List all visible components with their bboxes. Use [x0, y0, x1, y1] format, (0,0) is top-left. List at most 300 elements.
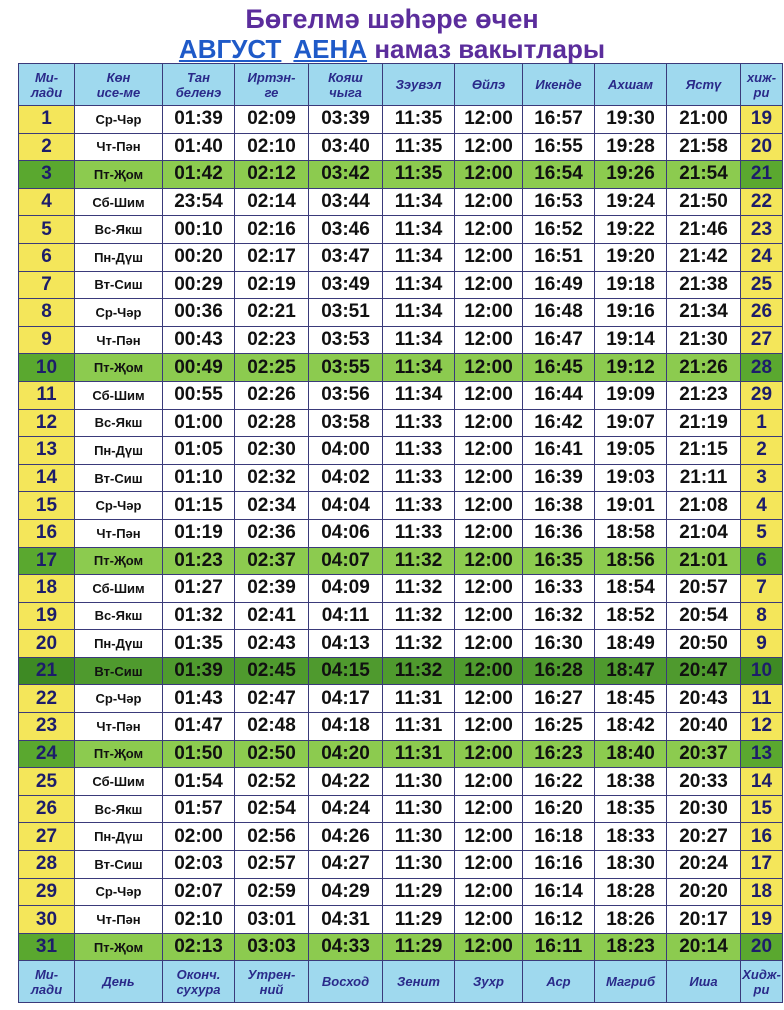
- col-irtenge-header: Иртэн- ге: [235, 64, 309, 106]
- weekday-cell: Вт-Сиш: [75, 271, 163, 299]
- time-cell: 18:49: [595, 630, 667, 658]
- time-cell: 03:40: [309, 133, 383, 161]
- time-cell: 11:31: [383, 713, 455, 741]
- table-footer: [19, 961, 783, 1003]
- time-cell: 12:00: [455, 519, 523, 547]
- time-cell: 02:39: [235, 575, 309, 603]
- gregorian-date-cell: 15: [19, 492, 75, 520]
- time-cell: 19:14: [595, 326, 667, 354]
- time-cell: 03:55: [309, 354, 383, 382]
- col-akhsham-header: Ахшам: [595, 64, 667, 106]
- hijri-date-cell: 18: [741, 878, 783, 906]
- col-voskhod-header: Восход: [309, 961, 383, 1003]
- time-cell: 00:55: [163, 381, 235, 409]
- hijri-date-cell: 3: [741, 464, 783, 492]
- time-cell: 18:47: [595, 657, 667, 685]
- time-cell: 12:00: [455, 464, 523, 492]
- time-cell: 12:00: [455, 106, 523, 134]
- table-row: [19, 906, 783, 934]
- time-cell: 16:20: [523, 795, 595, 823]
- table-row: [19, 326, 783, 354]
- gregorian-date-cell: 28: [19, 851, 75, 879]
- time-cell: 00:29: [163, 271, 235, 299]
- time-cell: 02:16: [235, 216, 309, 244]
- time-cell: 00:49: [163, 354, 235, 382]
- time-cell: 04:15: [309, 657, 383, 685]
- time-cell: 04:00: [309, 437, 383, 465]
- time-cell: 11:35: [383, 133, 455, 161]
- time-cell: 19:16: [595, 299, 667, 327]
- col-hijri-header: хиж- ри: [741, 64, 783, 106]
- time-cell: 02:07: [163, 878, 235, 906]
- time-cell: 02:34: [235, 492, 309, 520]
- table-row: [19, 492, 783, 520]
- weekday-cell: Пт-Җом: [75, 547, 163, 575]
- time-cell: 12:00: [455, 161, 523, 189]
- time-cell: 18:40: [595, 740, 667, 768]
- time-cell: 19:01: [595, 492, 667, 520]
- hijri-date-cell: 11: [741, 685, 783, 713]
- hijri-date-cell: 17: [741, 851, 783, 879]
- table-row: [19, 823, 783, 851]
- time-cell: 23:54: [163, 188, 235, 216]
- hijri-date-cell: 16: [741, 823, 783, 851]
- hijri-date-cell: 23: [741, 216, 783, 244]
- time-cell: 16:18: [523, 823, 595, 851]
- table-row: [19, 740, 783, 768]
- gregorian-date-cell: 9: [19, 326, 75, 354]
- time-cell: 03:01: [235, 906, 309, 934]
- time-cell: 20:37: [667, 740, 741, 768]
- table-row: [19, 713, 783, 741]
- time-cell: 11:33: [383, 437, 455, 465]
- hijri-date-cell: 27: [741, 326, 783, 354]
- col-tan-header: Тан беленэ: [163, 64, 235, 106]
- weekday-cell: Ср-Чәр: [75, 878, 163, 906]
- time-cell: 12:00: [455, 188, 523, 216]
- time-cell: 16:32: [523, 602, 595, 630]
- time-cell: 16:47: [523, 326, 595, 354]
- time-cell: 16:30: [523, 630, 595, 658]
- time-cell: 00:43: [163, 326, 235, 354]
- gregorian-date-cell: 8: [19, 299, 75, 327]
- time-cell: 12:00: [455, 657, 523, 685]
- gregorian-date-cell: 16: [19, 519, 75, 547]
- time-cell: 16:49: [523, 271, 595, 299]
- time-cell: 18:33: [595, 823, 667, 851]
- time-cell: 11:29: [383, 906, 455, 934]
- time-cell: 18:54: [595, 575, 667, 603]
- time-cell: 12:00: [455, 768, 523, 796]
- gregorian-date-cell: 5: [19, 216, 75, 244]
- time-cell: 16:28: [523, 657, 595, 685]
- time-cell: 01:15: [163, 492, 235, 520]
- hijri-date-cell: 24: [741, 243, 783, 271]
- time-cell: 16:52: [523, 216, 595, 244]
- time-cell: 02:28: [235, 409, 309, 437]
- time-cell: 19:12: [595, 354, 667, 382]
- hijri-date-cell: 8: [741, 602, 783, 630]
- time-cell: 16:57: [523, 106, 595, 134]
- subtitle-rest: намаз вакытлары: [374, 34, 606, 64]
- table-row: [19, 685, 783, 713]
- time-cell: 19:18: [595, 271, 667, 299]
- time-cell: 16:44: [523, 381, 595, 409]
- title-block: [0, 0, 784, 63]
- time-cell: 18:56: [595, 547, 667, 575]
- time-cell: 21:46: [667, 216, 741, 244]
- time-cell: 18:35: [595, 795, 667, 823]
- hijri-date-cell: 19: [741, 906, 783, 934]
- time-cell: 21:58: [667, 133, 741, 161]
- gregorian-date-cell: 29: [19, 878, 75, 906]
- table-row: [19, 188, 783, 216]
- time-cell: 19:07: [595, 409, 667, 437]
- time-cell: 12:00: [455, 354, 523, 382]
- time-cell: 12:00: [455, 933, 523, 961]
- time-cell: 18:42: [595, 713, 667, 741]
- time-cell: 11:32: [383, 602, 455, 630]
- weekday-cell: Вт-Сиш: [75, 851, 163, 879]
- time-cell: 02:14: [235, 188, 309, 216]
- time-cell: 02:52: [235, 768, 309, 796]
- time-cell: 18:23: [595, 933, 667, 961]
- time-cell: 11:34: [383, 243, 455, 271]
- time-cell: 03:47: [309, 243, 383, 271]
- time-cell: 11:34: [383, 354, 455, 382]
- time-cell: 12:00: [455, 906, 523, 934]
- time-cell: 20:24: [667, 851, 741, 879]
- gregorian-date-cell: 14: [19, 464, 75, 492]
- gregorian-date-cell: 13: [19, 437, 75, 465]
- time-cell: 02:32: [235, 464, 309, 492]
- col-den-header: День: [75, 961, 163, 1003]
- time-cell: 02:09: [235, 106, 309, 134]
- hijri-date-cell: 22: [741, 188, 783, 216]
- time-cell: 04:22: [309, 768, 383, 796]
- table-header: [19, 64, 783, 106]
- time-cell: 01:39: [163, 657, 235, 685]
- time-cell: 19:22: [595, 216, 667, 244]
- time-cell: 02:56: [235, 823, 309, 851]
- time-cell: 02:47: [235, 685, 309, 713]
- weekday-cell: Чт-Пән: [75, 326, 163, 354]
- gregorian-date-cell: 10: [19, 354, 75, 382]
- time-cell: 01:23: [163, 547, 235, 575]
- time-cell: 11:32: [383, 547, 455, 575]
- time-cell: 21:23: [667, 381, 741, 409]
- time-cell: 16:22: [523, 768, 595, 796]
- time-cell: 04:18: [309, 713, 383, 741]
- time-cell: 04:11: [309, 602, 383, 630]
- hijri-date-cell: 12: [741, 713, 783, 741]
- page-subtitle: [0, 34, 784, 64]
- hijri-date-cell: 5: [741, 519, 783, 547]
- time-cell: 02:43: [235, 630, 309, 658]
- time-cell: 02:03: [163, 851, 235, 879]
- time-cell: 01:43: [163, 685, 235, 713]
- gregorian-date-cell: 6: [19, 243, 75, 271]
- time-cell: 18:38: [595, 768, 667, 796]
- time-cell: 04:06: [309, 519, 383, 547]
- weekday-cell: Чт-Пән: [75, 906, 163, 934]
- table-row: [19, 630, 783, 658]
- gregorian-date-cell: 20: [19, 630, 75, 658]
- time-cell: 03:53: [309, 326, 383, 354]
- time-cell: 12:00: [455, 216, 523, 244]
- weekday-cell: Пн-Дүш: [75, 243, 163, 271]
- time-cell: 12:00: [455, 795, 523, 823]
- month-label: АВГУСТ: [178, 34, 282, 64]
- time-cell: 16:33: [523, 575, 595, 603]
- time-cell: 11:34: [383, 299, 455, 327]
- time-cell: 12:00: [455, 575, 523, 603]
- hijri-date-cell: 6: [741, 547, 783, 575]
- hijri-date-cell: 2: [741, 437, 783, 465]
- time-cell: 03:49: [309, 271, 383, 299]
- weekday-cell: Сб-Шим: [75, 575, 163, 603]
- time-cell: 01:32: [163, 602, 235, 630]
- table-row: [19, 768, 783, 796]
- table-row: [19, 271, 783, 299]
- time-cell: 20:33: [667, 768, 741, 796]
- time-cell: 11:30: [383, 768, 455, 796]
- time-cell: 02:12: [235, 161, 309, 189]
- time-cell: 16:36: [523, 519, 595, 547]
- time-cell: 21:11: [667, 464, 741, 492]
- gregorian-date-cell: 30: [19, 906, 75, 934]
- time-cell: 04:17: [309, 685, 383, 713]
- hijri-date-cell: 7: [741, 575, 783, 603]
- time-cell: 01:57: [163, 795, 235, 823]
- col-magrib-header: Магриб: [595, 961, 667, 1003]
- weekday-cell: Сб-Шим: [75, 768, 163, 796]
- hijri-date-cell: 20: [741, 933, 783, 961]
- weekday-cell: Ср-Чәр: [75, 106, 163, 134]
- hijri-date-cell: 19: [741, 106, 783, 134]
- time-cell: 03:46: [309, 216, 383, 244]
- time-cell: 12:00: [455, 602, 523, 630]
- time-cell: 04:31: [309, 906, 383, 934]
- weekday-cell: Ср-Чәр: [75, 299, 163, 327]
- time-cell: 16:42: [523, 409, 595, 437]
- time-cell: 12:00: [455, 851, 523, 879]
- time-cell: 16:25: [523, 713, 595, 741]
- time-cell: 20:40: [667, 713, 741, 741]
- time-cell: 04:13: [309, 630, 383, 658]
- time-cell: 02:57: [235, 851, 309, 879]
- time-cell: 04:02: [309, 464, 383, 492]
- time-cell: 01:42: [163, 161, 235, 189]
- time-cell: 02:26: [235, 381, 309, 409]
- table-row: [19, 133, 783, 161]
- col-miladi-header: Ми- лади: [19, 64, 75, 106]
- hijri-date-cell: 26: [741, 299, 783, 327]
- table-body: [19, 106, 783, 961]
- gregorian-date-cell: 31: [19, 933, 75, 961]
- table-row: [19, 657, 783, 685]
- gregorian-date-cell: 18: [19, 575, 75, 603]
- time-cell: 11:33: [383, 464, 455, 492]
- hijri-date-cell: 28: [741, 354, 783, 382]
- hijri-date-cell: 10: [741, 657, 783, 685]
- time-cell: 04:27: [309, 851, 383, 879]
- col-hijri-ru-header: Хидж- ри: [741, 961, 783, 1003]
- time-cell: 12:00: [455, 437, 523, 465]
- time-cell: 16:48: [523, 299, 595, 327]
- time-cell: 04:20: [309, 740, 383, 768]
- hijri-date-cell: 15: [741, 795, 783, 823]
- time-cell: 19:05: [595, 437, 667, 465]
- time-cell: 19:03: [595, 464, 667, 492]
- table-row: [19, 878, 783, 906]
- col-zenit-header: Зенит: [383, 961, 455, 1003]
- hijri-date-cell: 29: [741, 381, 783, 409]
- time-cell: 01:10: [163, 464, 235, 492]
- time-cell: 12:00: [455, 243, 523, 271]
- time-cell: 02:19: [235, 271, 309, 299]
- time-cell: 12:00: [455, 878, 523, 906]
- weekday-cell: Чт-Пән: [75, 133, 163, 161]
- weekday-cell: Вс-Якш: [75, 795, 163, 823]
- time-cell: 16:12: [523, 906, 595, 934]
- table-row: [19, 106, 783, 134]
- time-cell: 02:37: [235, 547, 309, 575]
- col-ikende-header: Икенде: [523, 64, 595, 106]
- time-cell: 02:54: [235, 795, 309, 823]
- time-cell: 16:55: [523, 133, 595, 161]
- table-row: [19, 464, 783, 492]
- time-cell: 21:01: [667, 547, 741, 575]
- time-cell: 01:19: [163, 519, 235, 547]
- time-cell: 00:20: [163, 243, 235, 271]
- time-cell: 20:27: [667, 823, 741, 851]
- hijri-date-cell: 9: [741, 630, 783, 658]
- page-title: Бөгелмә шәһәре өчен: [245, 4, 539, 34]
- col-koyash-header: Кояш чыга: [309, 64, 383, 106]
- weekday-cell: Чт-Пән: [75, 519, 163, 547]
- time-cell: 20:50: [667, 630, 741, 658]
- table-row: [19, 354, 783, 382]
- time-cell: 20:14: [667, 933, 741, 961]
- time-cell: 11:35: [383, 106, 455, 134]
- weekday-cell: Пт-Җом: [75, 161, 163, 189]
- time-cell: 02:50: [235, 740, 309, 768]
- table-row: [19, 437, 783, 465]
- col-zawal-header: Зэувэл: [383, 64, 455, 106]
- time-cell: 11:30: [383, 823, 455, 851]
- table-row: [19, 851, 783, 879]
- time-cell: 01:47: [163, 713, 235, 741]
- time-cell: 01:39: [163, 106, 235, 134]
- time-cell: 12:00: [455, 271, 523, 299]
- time-cell: 11:34: [383, 216, 455, 244]
- time-cell: 19:26: [595, 161, 667, 189]
- time-cell: 20:54: [667, 602, 741, 630]
- col-asr-header: Аср: [523, 961, 595, 1003]
- gregorian-date-cell: 17: [19, 547, 75, 575]
- time-cell: 16:41: [523, 437, 595, 465]
- gregorian-date-cell: 27: [19, 823, 75, 851]
- time-cell: 01:05: [163, 437, 235, 465]
- time-cell: 16:23: [523, 740, 595, 768]
- time-cell: 02:36: [235, 519, 309, 547]
- gregorian-date-cell: 1: [19, 106, 75, 134]
- time-cell: 04:04: [309, 492, 383, 520]
- time-cell: 12:00: [455, 326, 523, 354]
- time-cell: 21:26: [667, 354, 741, 382]
- time-cell: 21:08: [667, 492, 741, 520]
- hijri-date-cell: 21: [741, 161, 783, 189]
- time-cell: 02:48: [235, 713, 309, 741]
- table-row: [19, 519, 783, 547]
- prayer-times-table: [18, 63, 783, 1003]
- time-cell: 11:32: [383, 575, 455, 603]
- time-cell: 12:00: [455, 685, 523, 713]
- time-cell: 11:33: [383, 519, 455, 547]
- time-cell: 18:30: [595, 851, 667, 879]
- hijri-date-cell: 1: [741, 409, 783, 437]
- time-cell: 02:10: [163, 906, 235, 934]
- time-cell: 01:00: [163, 409, 235, 437]
- hijri-date-cell: 25: [741, 271, 783, 299]
- time-cell: 02:45: [235, 657, 309, 685]
- hijri-date-cell: 20: [741, 133, 783, 161]
- time-cell: 19:20: [595, 243, 667, 271]
- hijri-date-cell: 4: [741, 492, 783, 520]
- time-cell: 20:30: [667, 795, 741, 823]
- time-cell: 03:56: [309, 381, 383, 409]
- gregorian-date-cell: 7: [19, 271, 75, 299]
- time-cell: 21:42: [667, 243, 741, 271]
- time-cell: 00:36: [163, 299, 235, 327]
- gregorian-date-cell: 4: [19, 188, 75, 216]
- time-cell: 18:28: [595, 878, 667, 906]
- table-row: [19, 575, 783, 603]
- gregorian-date-cell: 26: [19, 795, 75, 823]
- time-cell: 11:31: [383, 740, 455, 768]
- gregorian-date-cell: 2: [19, 133, 75, 161]
- table-row: [19, 795, 783, 823]
- time-cell: 21:00: [667, 106, 741, 134]
- weekday-cell: Вт-Сиш: [75, 464, 163, 492]
- time-cell: 11:34: [383, 271, 455, 299]
- time-cell: 11:34: [383, 326, 455, 354]
- time-cell: 19:09: [595, 381, 667, 409]
- weekday-cell: Ср-Чәр: [75, 685, 163, 713]
- weekday-cell: Сб-Шим: [75, 188, 163, 216]
- gregorian-date-cell: 3: [19, 161, 75, 189]
- weekday-cell: Пн-Дүш: [75, 823, 163, 851]
- gregorian-date-cell: 11: [19, 381, 75, 409]
- time-cell: 11:32: [383, 630, 455, 658]
- weekday-cell: Пт-Җом: [75, 740, 163, 768]
- time-cell: 20:47: [667, 657, 741, 685]
- time-cell: 21:19: [667, 409, 741, 437]
- table-row: [19, 299, 783, 327]
- time-cell: 12:00: [455, 409, 523, 437]
- table-row: [19, 381, 783, 409]
- time-cell: 11:33: [383, 492, 455, 520]
- gregorian-date-cell: 24: [19, 740, 75, 768]
- col-isha-header: Иша: [667, 961, 741, 1003]
- time-cell: 12:00: [455, 713, 523, 741]
- time-cell: 16:45: [523, 354, 595, 382]
- time-cell: 11:33: [383, 409, 455, 437]
- time-cell: 02:17: [235, 243, 309, 271]
- time-cell: 20:17: [667, 906, 741, 934]
- time-cell: 01:27: [163, 575, 235, 603]
